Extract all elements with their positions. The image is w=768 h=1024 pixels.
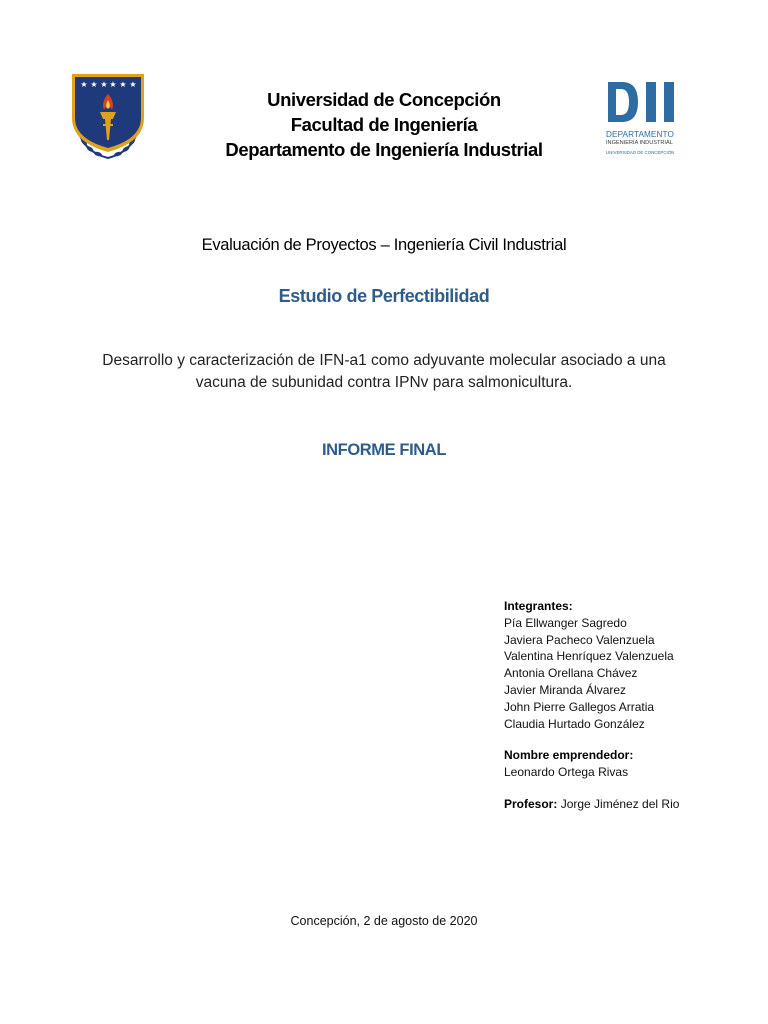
report-type: INFORME FINAL <box>321 441 447 459</box>
university-name: Universidad de Concepción <box>267 89 501 110</box>
team-member: Claudia Hurtado González <box>504 716 645 731</box>
place-date: Concepción, 2 de agosto de 2020 <box>290 914 478 928</box>
team-member: Valentina Henríquez Valenzuela <box>504 649 674 664</box>
svg-text:★: ★ <box>100 80 108 89</box>
professor-line <box>504 796 679 813</box>
dii-logo-line3: UNIVERSIDAD DE CONCEPCIÓN <box>606 150 675 155</box>
team-member: Javier Miranda Álvarez <box>504 682 627 697</box>
dii-logo-line1: DEPARTAMENTO <box>606 130 674 139</box>
entrepreneur-name: Leonardo Ortega Rivas <box>504 765 629 780</box>
professor-name: Jorge Jiménez del Rio <box>560 796 680 811</box>
team-member: Javiera Pacheco Valenzuela <box>504 632 655 647</box>
professor-label: Profesor: <box>504 796 558 811</box>
department-name: Departamento de Ingeniería Industrial <box>225 139 543 160</box>
team-member: John Pierre Gallegos Arratia <box>504 699 655 714</box>
dii-logo <box>606 78 682 164</box>
svg-text:★: ★ <box>109 80 117 89</box>
svg-text:★: ★ <box>90 80 98 89</box>
project-description <box>0 350 768 394</box>
entrepreneur-label: Nombre emprendedor: <box>504 748 634 763</box>
svg-text:★: ★ <box>119 80 127 89</box>
description-line-2: vacuna de subunidad contra IPNv para salmonicultura. <box>195 374 573 391</box>
team-member: Pía Ellwanger Sagredo <box>504 615 627 630</box>
dii-logo-line2: INGENIERÍA INDUSTRIAL <box>606 140 673 146</box>
study-title: Estudio de Perfectibilidad <box>278 286 490 306</box>
faculty-name: Facultad de Ingeniería <box>290 114 478 135</box>
svg-text:★: ★ <box>80 80 88 89</box>
description-line-1: Desarrollo y caracterización de IFN-a1 como adyuvante molecular asociado a una <box>102 352 666 369</box>
team-block <box>504 598 679 813</box>
dii-letters-icon <box>606 78 682 126</box>
team-label: Integrantes: <box>504 599 573 613</box>
team-member: Antonia Orellana Chávez <box>504 666 638 681</box>
course-title: Evaluación de Proyectos – Ingeniería Civil Industrial <box>201 236 567 254</box>
svg-text:★: ★ <box>129 80 137 89</box>
